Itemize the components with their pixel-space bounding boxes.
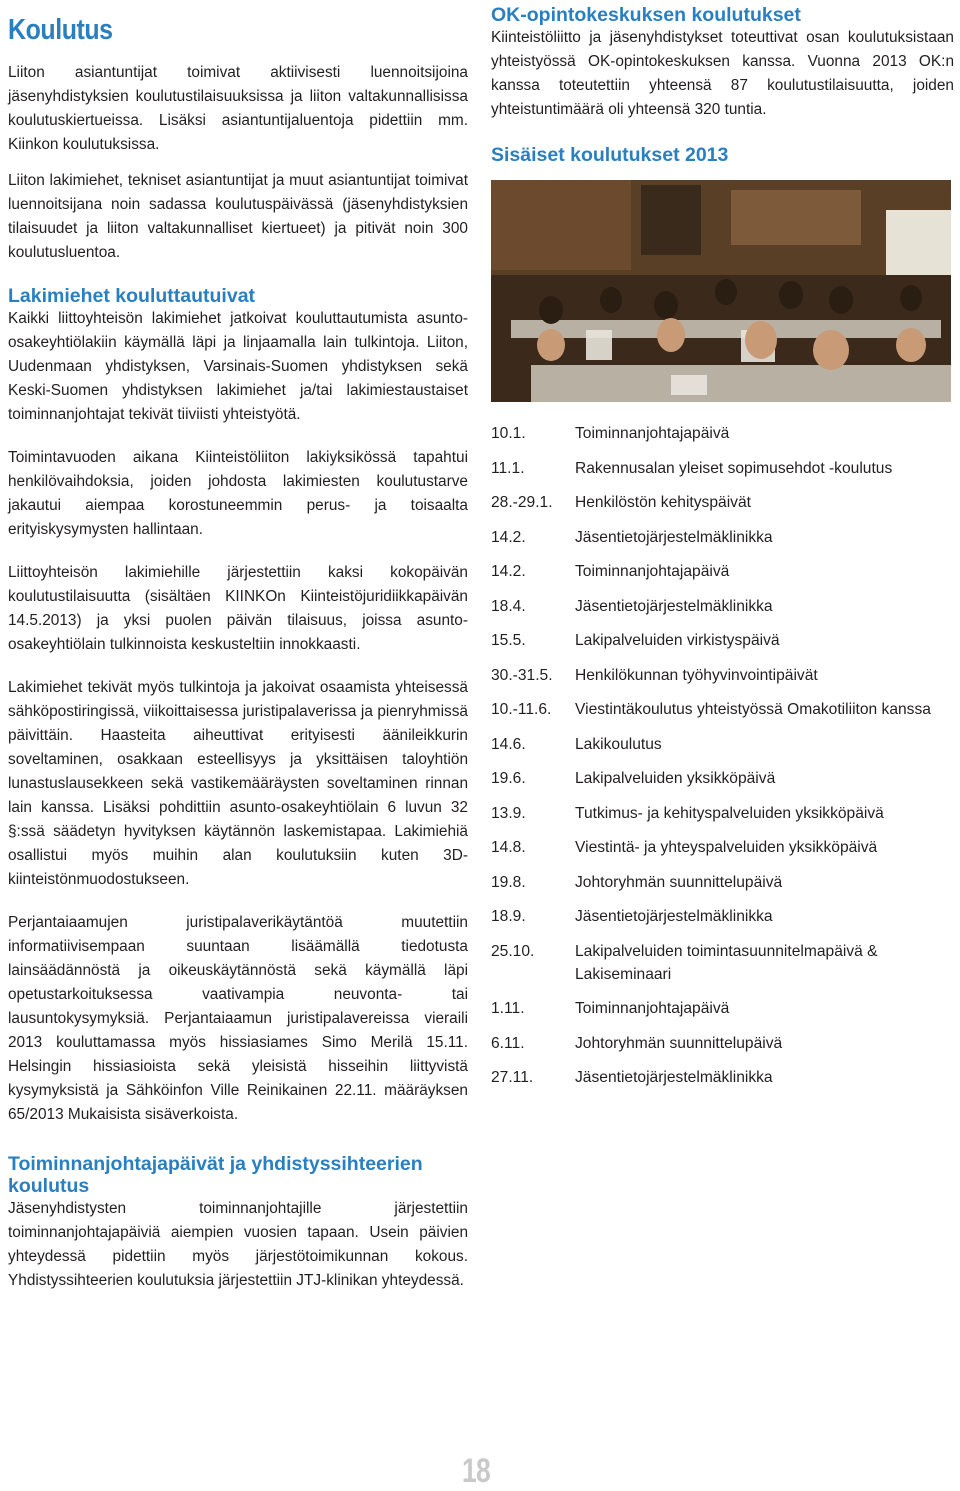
schedule-item (491, 629, 954, 652)
lawyers-paragraph: Perjantaiaamujen juristipalaverikäytäntöä muutettiin informatiivisempaan suuntaan lisäämällä tiedotusta lainsäädännöstä ja oikeuskäytännöstä sekä käymällä läpi opetustarkoituksessa vaativampia neuvonta- tai lausuntokysymyksiä. Perjantaiaamun juristipalavereissa vieraili 2013 kouluttamassa myös hissiasiames Simo Merilä 15.11. Helsingin hissiasioista sekä yleisistä hisseihin liittyvistä kysymyksistä ja Sähköinfon Ville Reinikainen 22.11. määräyksen 65/2013 Mukaisista sisäverkoista. (8, 914, 468, 1123)
schedule-event: Tutkimus- ja kehityspalveluiden yksikköpäivä (575, 804, 884, 822)
schedule-date: 15.5. (491, 632, 526, 649)
lawyers-paragraph: Liittoyhteisön lakimiehille järjestettiin kaksi kokopäivän koulutustilaisuutta (sisältäen KIINKOn Kiinteistöjuridiikkapäivän 14.5.2013) ja yksi puolen päivän tilaisuus, joissa asunto-osakeyhtiölain tulkinnoista keskusteltiin innokkaasti. (8, 564, 468, 653)
lawyers-paragraph: Lakimiehet tekivät myös tulkintoja ja jakoivat osaamista yhteisessä sähköpostiringissä, viikoittaisessa juristipalaverissa ja pienryhmissä päivittäin. Haasteita aiheuttivat erityisesti äänileikkurin soveltaminen, osakkaan esteellisyys ja yksittäisen taloyhtiön lunastuslausekkeen sekä vastikemääräysten soveltaminen rinnan lain kanssa. Lisäksi pohdittiin asunto-osakeyhtiölain 6 luvun 32 §:ssä säädetyn hyvityksen käytännön laskemistapaa. Lakimiehiä osallistui myös muihin alan koulutuksiin kuten 3D-kiinteistönmuodostukseen. (8, 679, 468, 888)
schedule-event: Johtoryhmän suunnittelupäivä (575, 1034, 783, 1052)
schedule-event: Toiminnanjohtajapäivä (575, 563, 730, 580)
schedule-item (491, 457, 954, 480)
schedule-event: Lakikoulutus (575, 735, 662, 753)
schedule-date: 25.10. (491, 942, 535, 960)
schedule-list (491, 422, 954, 1089)
schedule-item (491, 767, 954, 790)
schedule-event: Henkilökunnan työhyvinvointipäivät (575, 666, 818, 684)
schedule-event: Rakennusalan yleiset sopimusehdot -koulutus (575, 459, 893, 477)
schedule-item (491, 1032, 954, 1055)
schedule-event: Jäsentietojärjestelmäklinikka (575, 908, 773, 925)
lawyers-section (8, 307, 468, 1127)
schedule-item (491, 526, 954, 549)
schedule-event: Viestintäkoulutus yhteistyössä Omakotiliiton kanssa (575, 701, 931, 718)
managers-heading: Toiminnanjohtajapäivät ja yhdistyssihteerien koulutus (8, 1153, 423, 1197)
schedule-date: 30.-31.5. (491, 666, 553, 684)
schedule-event: Lakipalveluiden toimintasuunnitelmapäivä & Lakiseminaari (575, 942, 878, 983)
ok-heading: OK-opintokeskuksen koulutukset (491, 4, 801, 26)
schedule-event: Lakipalveluiden yksikköpäivä (575, 770, 776, 787)
lawyers-paragraph: Kaikki liittoyhteisön lakimiehet jatkoivat kouluttautumista asunto-osakeyhtiölakiin käymällä läpi ja linjaamalla lain tulkintoja. Liiton, Uudenmaan yhdistyksen, Varsinais-Suomen yhdistyksen sekä Keski-Suomen yhdistyksen lakimiehet ja/tai lakimiestaustaiset toiminnanjohtajat tekivät tiiviisti yhteistyötä. (8, 310, 468, 423)
schedule-item (491, 560, 954, 583)
lawyers-paragraph: Toimintavuoden aikana Kiinteistöliiton lakiyksikössä tapahtui henkilövaihdoksia, joiden johdosta lakimiesten koulutustarve jakautui aiempaa korostuneemmin perus- ja toisaalta erityiskysymysten hallintaan. (8, 449, 468, 538)
schedule-date: 14.6. (491, 735, 526, 753)
schedule-date: 19.8. (491, 873, 526, 891)
schedule-event: Lakipalveluiden virkistyspäivä (575, 632, 780, 649)
schedule-date: 18.4. (491, 597, 526, 615)
internal-heading: Sisäiset koulutukset 2013 (491, 144, 729, 166)
schedule-event: Toiminnanjohtajapäivä (575, 425, 730, 442)
schedule-date: 11.1. (491, 459, 525, 477)
schedule-date: 27.11. (491, 1069, 534, 1086)
intro-paragraph: Liiton asiantuntijat toimivat aktiivisesti luennoitsijoina jäsenyhdistyksien koulutustilaisuuksissa ja liiton valtakunnallisissa koulutuskiertueissa. Lisäksi asiantuntijaluentoja pidettiin mm. Kiinkon koulutuksissa. (8, 64, 468, 153)
schedule-date: 13.9. (491, 804, 526, 822)
schedule-item (491, 733, 954, 756)
intro-paragraph: Liiton lakimiehet, tekniset asiantuntijat ja muut asiantuntijat toimivat luennoitsijana noin sadassa koulutuspäivässä (jäsenyhdistyksien tilaisuudet ja liiton valtakunnalliset kiertueet) ja pitivät noin 300 koulutusluentoa. (8, 172, 468, 261)
schedule-date: 19.6. (491, 770, 526, 787)
schedule-event: Toiminnanjohtajapäivä (575, 1000, 730, 1017)
ok-paragraph: Kiinteistöliitto ja jäsenyhdistykset toteuttivat osan koulutuksistaan yhteistyössä OK-opintokeskuksen kanssa. Vuonna 2013 OK:n kanssa toteutettiin yhteensä 87 koulutustilaisuutta, joiden yhteistuntimäärä oli yhteensä 320 tuntia. (491, 29, 954, 118)
schedule-event: Jäsentietojärjestelmäklinikka (575, 597, 773, 615)
right-column (491, 4, 954, 1101)
page-number: 18 (462, 1452, 490, 1490)
schedule-date: 14.8. (491, 839, 526, 856)
schedule-item (491, 698, 954, 721)
schedule-date: 18.9. (491, 908, 526, 925)
schedule-item (491, 595, 954, 618)
page-title: Koulutus (8, 14, 113, 46)
schedule-item (491, 871, 954, 894)
schedule-date: 10.1. (491, 425, 526, 442)
schedule-event: Viestintä- ja yhteyspalveluiden yksikköpäivä (575, 839, 878, 856)
left-column (8, 14, 468, 1293)
schedule-date: 6.11. (491, 1034, 525, 1052)
schedule-date: 1.11. (491, 1000, 525, 1017)
schedule-item (491, 997, 954, 1020)
schedule-item (491, 802, 954, 825)
schedule-date: 14.2. (491, 528, 526, 546)
schedule-date: 14.2. (491, 563, 526, 580)
managers-paragraph: Jäsenyhdistysten toiminnanjohtajille järjestettiin toiminnanjohtajapäiviä aiempien vuosien tapaan. Usein päivien yhteydessä pidettiin myös järjestötoimikunnan kokous. Yhdistyssihteerien koulutuksia järjestettiin JTJ-klinikan yhteydessä. (8, 1200, 468, 1289)
schedule-item (491, 422, 954, 445)
schedule-event: Jäsentietojärjestelmäklinikka (575, 1069, 773, 1086)
schedule-date: 28.-29.1. (491, 494, 553, 511)
schedule-item (491, 664, 954, 687)
intro-section (8, 61, 468, 265)
training-classroom-photo (491, 180, 951, 402)
lawyers-heading: Lakimiehet kouluttautuivat (8, 285, 256, 307)
schedule-item (491, 905, 954, 928)
schedule-item (491, 491, 954, 514)
schedule-item (491, 1066, 954, 1089)
schedule-event: Jäsentietojärjestelmäklinikka (575, 528, 773, 546)
schedule-event: Henkilöstön kehityspäivät (575, 494, 751, 511)
schedule-date: 10.-11.6. (491, 701, 552, 718)
schedule-event: Johtoryhmän suunnittelupäivä (575, 873, 783, 891)
schedule-item (491, 836, 954, 859)
schedule-item (491, 940, 954, 986)
